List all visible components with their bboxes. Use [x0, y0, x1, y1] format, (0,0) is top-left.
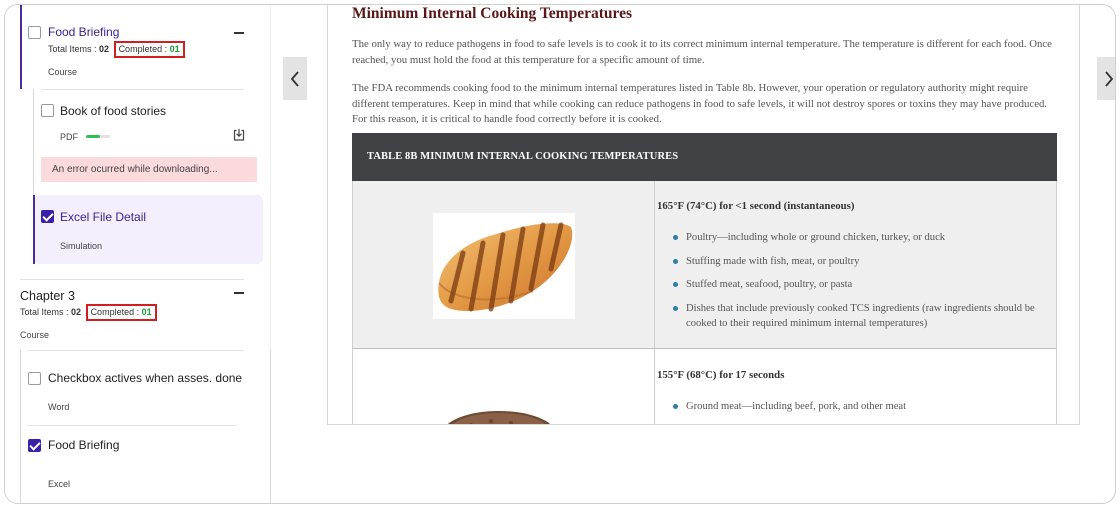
- table-row: [352, 181, 1057, 349]
- row-2-heading: 155°F (68°C) for 17 seconds: [657, 369, 785, 381]
- app-frame: [4, 4, 1116, 504]
- document-heading: Minimum Internal Cooking Temperatures: [352, 5, 633, 22]
- chevron-right-icon: [1103, 70, 1115, 88]
- column-divider: [654, 181, 655, 348]
- collapse-module-food-briefing-icon[interactable]: [234, 32, 244, 34]
- document-paragraph-1: The only way to reduce pathogens in food to safe levels is to cook it to its correct minimum internal temperature. The temperature is different for each food. Once reached, you must hold the food at this temperature for a specific amount of time.: [352, 38, 1052, 66]
- item-food-briefing-checkbox[interactable]: [28, 439, 41, 452]
- divider: [27, 350, 244, 351]
- chevron-left-icon: [289, 70, 301, 88]
- item-excel-type: Simulation: [60, 241, 103, 251]
- column-divider: [654, 349, 655, 425]
- completed-count-badge: Completed : 01: [86, 304, 157, 321]
- chapter-3-title[interactable]: Chapter 3: [20, 289, 75, 303]
- row-2-bullet-list: [673, 399, 1043, 423]
- divider: [41, 89, 244, 90]
- item-food-briefing-title[interactable]: Food Briefing: [48, 438, 120, 452]
- document-paragraph-2: The FDA recommends cooking food to the minimum internal temperatures listed in Table 8b. However, your operation or regulatory authority might require different temperatures. Keep in mind that while cooking can reduce pathogens in food to safe levels, it will not destroy spores or toxins they may have produced. For this reason, it is critical to handle food correctly before it is cooked.: [352, 82, 1048, 125]
- list-item: Poultry—including whole or ground chicken, turkey, or duck: [673, 230, 1043, 246]
- tree-line: [20, 350, 21, 504]
- item-excel-checkbox[interactable]: [41, 210, 54, 223]
- module-food-briefing-stats: Total Items : 02 Completed : 01: [48, 41, 185, 58]
- selected-item-highlight: [33, 195, 263, 264]
- item-book-title[interactable]: Book of food stories: [60, 104, 167, 118]
- grilled-chicken-image: [433, 213, 575, 319]
- module-food-briefing-type: Course: [48, 67, 78, 77]
- item-book-type: PDF: [60, 132, 78, 142]
- list-item: Ground meat—including beef, pork, and other meat: [673, 399, 1043, 415]
- list-item: Stuffed meat, seafood, poultry, or pasta: [673, 277, 1043, 293]
- list-item: Dishes that include previously cooked TCS ingredients (raw ingredients should be cooked to their required minimum internal temperatures): [673, 301, 1043, 332]
- selected-item-indicator: [33, 195, 35, 264]
- previous-page-button[interactable]: [283, 57, 307, 100]
- tree-line: [33, 89, 34, 195]
- row-1-heading: 165°F (74°C) for <1 second (instantaneous): [657, 200, 855, 212]
- item-food-briefing-type: Excel: [48, 479, 71, 489]
- table-row: [352, 349, 1057, 425]
- divider: [27, 425, 237, 426]
- module-food-briefing-title[interactable]: Food Briefing: [48, 25, 120, 39]
- download-progress-fill: [86, 135, 100, 138]
- item-checkbox-actives-checkbox[interactable]: [28, 372, 41, 385]
- item-checkbox-actives-title[interactable]: Checkbox actives when asses. done: [48, 371, 243, 385]
- document-viewer: [271, 5, 1116, 504]
- chapter-3-type: Course: [20, 330, 50, 340]
- ground-meat-patty-image: [441, 407, 557, 425]
- divider: [20, 279, 244, 280]
- download-error-message: An error ocurred while downloading...: [41, 157, 257, 182]
- collapse-chapter-3-icon[interactable]: [234, 292, 244, 294]
- completed-count-badge: Completed : 01: [114, 41, 185, 58]
- row-1-bullet-list: [673, 230, 1043, 340]
- table-title: TABLE 8B MINIMUM INTERNAL COOKING TEMPERATURES: [352, 133, 1057, 181]
- item-book-checkbox[interactable]: [41, 104, 54, 117]
- next-page-button[interactable]: [1097, 57, 1116, 100]
- list-item: Stuffing made with fish, meat, or poultry: [673, 254, 1043, 270]
- download-progress-bar: [86, 135, 110, 138]
- course-sidebar: [5, 5, 271, 504]
- module-food-briefing-checkbox[interactable]: [28, 26, 41, 39]
- download-icon[interactable]: [232, 128, 246, 142]
- item-excel-title[interactable]: Excel File Detail: [60, 210, 147, 224]
- item-checkbox-actives-type: Word: [48, 402, 70, 412]
- chapter-3-stats: Total Items : 02 Completed : 01: [20, 304, 157, 321]
- active-module-indicator: [20, 5, 22, 89]
- document-page[interactable]: [327, 5, 1080, 425]
